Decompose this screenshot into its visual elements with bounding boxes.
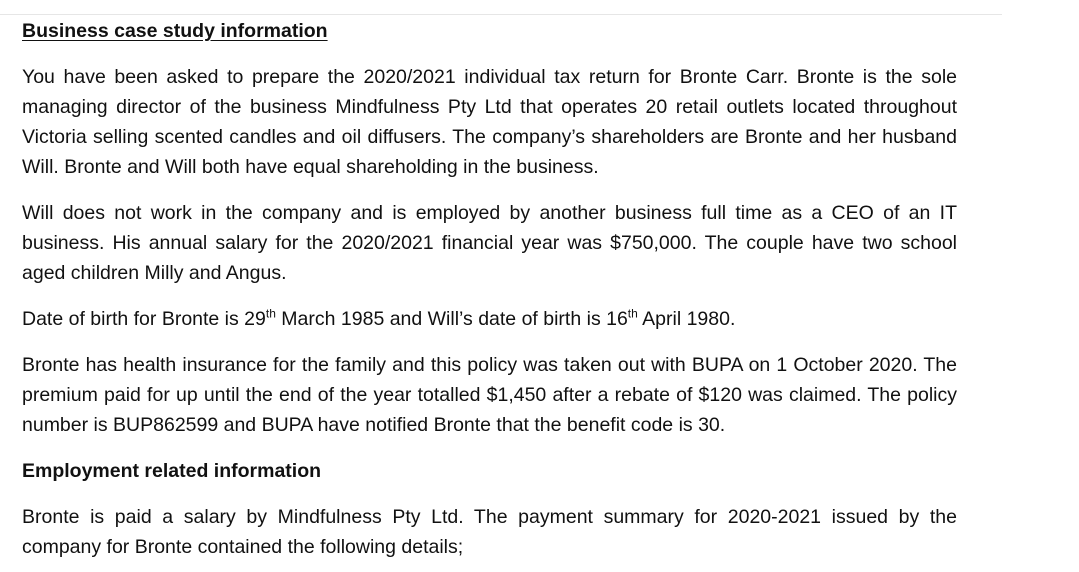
- dob-superscript-2: th: [627, 306, 638, 321]
- dob-superscript-1: th: [265, 306, 276, 321]
- document-page: [22, 18, 957, 562]
- dob-text-part-1: Date of birth for Bronte is 29: [22, 308, 266, 330]
- dob-text-part-2: March 1985 and Will’s date of birth is 16: [275, 308, 628, 330]
- paragraph-health-insurance: Bronte has health insurance for the family and this policy was taken out with BUPA on 1 October 2020. The premium paid for up until the end of the year totalled $1,450 after a rebate of $120 was claimed. The policy number is BUP862599 and BUPA have notified Bronte that the benefit code is 30.: [22, 354, 957, 436]
- dob-text-part-3: April 1980.: [637, 308, 736, 330]
- paragraph-tax-return-intro: You have been asked to prepare the 2020/2021 individual tax return for Bronte Carr. Bronte is the sole managing director of the business Mindfulness Pty Ltd that operates 20 retail outlets located throughout Victoria selling scented candles and oil diffusers. The company’s shareholders are Bronte and her husband Will. Bronte and Will both have equal shareholding in the business.: [22, 66, 957, 178]
- section-heading-employment: Employment related information: [22, 460, 322, 482]
- page-top-border: [0, 14, 1002, 15]
- section-heading-business-case: Business case study information: [22, 20, 328, 42]
- paragraph-payment-summary: Bronte is paid a salary by Mindfulness Pty Ltd. The payment summary for 2020-2021 issued by the company for Bronte contained the following details;: [22, 506, 957, 558]
- paragraph-dates-of-birth: [22, 304, 957, 334]
- paragraph-will-employment: Will does not work in the company and is employed by another business full time as a CEO of an IT business. His annual salary for the 2020/2021 financial year was $750,000. The couple have two school aged children Milly and Angus.: [22, 202, 957, 284]
